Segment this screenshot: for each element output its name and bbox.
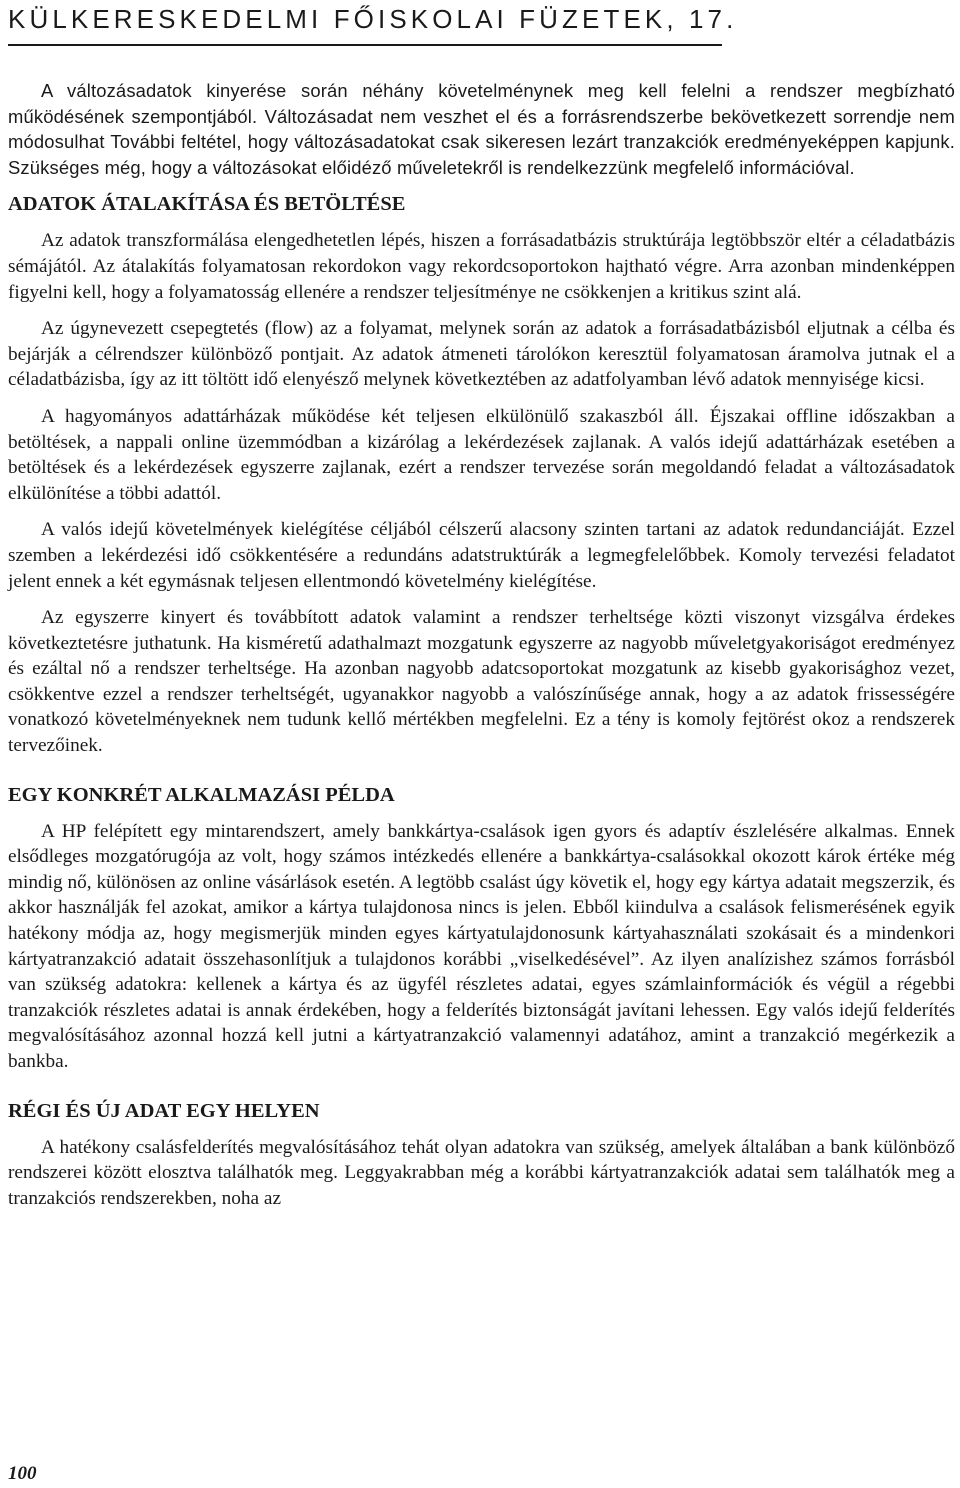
section-heading-old-new-data: RÉGI ÉS ÚJ ADAT EGY HELYEN [8,1099,320,1122]
page-number: 100 [8,1463,37,1484]
paragraph: A valós idejű követelmények kielégítése céljából célszerű alacsony szinten tartani az adatok redundanciáját. Ezzel szemben a lekérdezési idő csökkentésére a redundáns adatstruktúrák a legmegfelelőbbek. Komoly tervezési feladatot jelent ennek a két egymásnak teljesen ellentmondó követelmény kielégítése. [8,519,955,592]
section-heading-example: EGY KONKRÉT ALKALMAZÁSI PÉLDA [8,783,395,806]
paragraph: Az úgynevezett csepegtetés (flow) az a folyamat, melynek során az adatok a forrásadatbázisból eljutnak a célba és bejárják a célrendszer különböző pontjait. Az adatok átmeneti tárolókon keresztül folyamatosan áramolva jutnak el a céladatbázisba, így az itt töltött idő elenyésző melynek következtében az adatfolyamban lévő adatok mennyisége kicsi. [8,318,955,391]
header-rule [8,44,722,46]
page-body [8,78,955,1222]
section-heading-transformation: ADATOK ÁTALAKÍTÁSA ÉS BETÖLTÉSE [8,193,406,216]
paragraph: A hagyományos adattárházak működése két teljesen elkülönülő szakaszból áll. Éjszakai offline időszakban a betöltések, a nappali online üzemmódban a kizárólag a lekérdezések zajlanak. A valós idejű adattárházak esetében a betöltések és a lekérdezések egyszerre zajlanak, ezért a rendszer tervezése során megoldandó feladat a változásadatok elkülönítése a többi adattól. [8,405,955,504]
paragraph: Az egyszerre kinyert és továbbított adatok valamint a rendszer terheltsége közti viszonyt vizsgálva érdekes következtetésre juthatunk. Ha kisméretű adathalmazt mozgatunk egyszerre az nagyobb műveletgyakoriságot eredményez és ezáltal nő a rendszer terheltsége. Ha azonban nagyobb adatcsoportokat mozgatunk az kisebb gyakorisághoz vezet, csökkentve ezzel a rendszer terheltségét, ugyanakkor nagyobb a valószínűsége annak, hogy a az adatok frissességére vonatkozó követelményeknek nem tudunk kellő mértékben megfelelni. Ez a tény is komoly fejtörést okoz a rendszerek tervezőinek. [8,607,955,757]
paragraph: Az adatok transzformálása elengedhetetlen lépés, hiszen a forrásadatbázis struktúrája legtöbbször eltér a céladatbázis sémájától. Az átalakítás folyamatosan rekordokon vagy rekordcsoportokon hajtható végre. Arra azonban mindenképpen figyelni kell, hogy a folyamatosság ellenére a rendszer teljesítménye ne csökkenjen a kritikus szint alá. [8,230,955,303]
paragraph: A hatékony csalásfelderítés megvalósításához tehát olyan adatokra van szükség, amelyek általában a bank különböző rendszerei között elosztva találhatók meg. Leggyakrabban még a korábbi kártyatranzakciók adatai sem találhatók meg a tranzakciós rendszerekben, noha az [8,1136,955,1209]
paragraph: A HP felépített egy mintarendszert, amely bankkártya-csalások igen gyors és adaptív észlelésére alkalmas. Ennek elsődleges mozgatórugója az volt, hogy számos intézkedés ellenére a bankkártya-csalásokkal okozott károk értéke még mindig nő, különösen az online vásárlások esetén. A legtöbb csalást úgy követik el, hogy egy kártya adatait megszerzik, és akkor használják fel azokat, amikor a kártya tulajdonosa nincs is jelen. Ebből kiindulva a csalások felismerésének egyik hatékony módja az, hogy megismerjük minden egyes kártyatulajdonosunk kártyahasználati szokásait és a mindenkori kártyatranzakció adatait összehasonlítjuk a tulajdonos korábbi „viselkedésével”. Az ilyen analízishez számos forrásból van szükség adatokra: kellenek a kártya és az ügyfél részletes adatai, egyes számlainformációk és végül a régebbi tranzakciók részletes adatai is annak érdekében, hogy a felderítés biztonságát javítani lehessen. Egy valós idejű felderítés megvalósításához azonnal hozzá kell jutni a kártyatranzakció valamennyi adatához, amint a tranzakció megérkezik a bankba. [8,820,955,1072]
intro-paragraph: A változásadatok kinyerése során néhány követelménynek meg kell felelni a rendszer megbízható működésének szempontjából. Változásadat nem veszhet el és a forrásrendszerbe bekövetkezett sorrendje nem módosulhat További feltétel, hogy változásadatokat csak sikeresen lezárt tranzakciók eredményeképpen kapjunk. Szükséges még, hogy a változásokat előidéző műveletekről is rendelkezzünk megfelelő információval. [8,80,955,178]
running-header-title: KÜLKERESKEDELMI FŐISKOLAI FÜZETEK, 17. [8,4,738,34]
